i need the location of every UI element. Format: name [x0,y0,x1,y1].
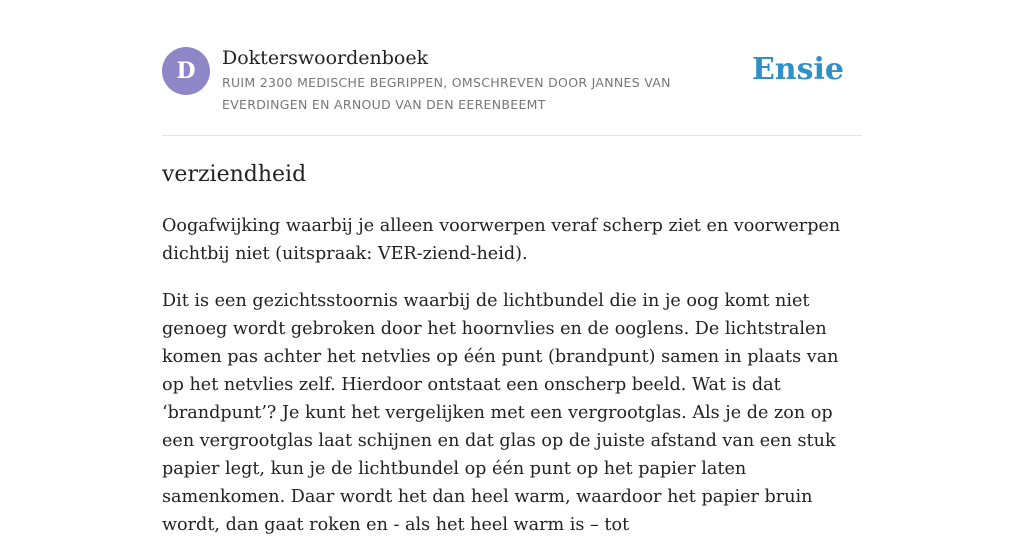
source-avatar[interactable]: D [162,47,210,95]
ensie-logo-link[interactable]: Ensie [751,52,844,87]
source-description: RUIM 2300 MEDISCHE BEGRIPPEN, OMSCHREVEN DOOR JANNES VAN EVERDINGEN EN ARNOUD VAN DEN EERENBEEMT [222,75,671,112]
source-header [162,46,862,116]
entry-body [162,212,862,558]
entry-term: verziendheid [162,162,307,187]
entry-explanation-paragraph: Dit is een gezichtsstoornis waarbij de lichtbundel die in je oog komt niet genoeg wordt gebroken door het hoornvlies en de ooglens. De lichtstralen komen pas achter het netvlies op één punt (brandpunt) samen in plaats van op het netvlies zelf. Hierdoor ontstaat een onscherp beeld. Wat is dat ‘brandpunt’? Je kunt het vergelijken met een vergrootglas. Als je de zon op een vergrootglas laat schijnen en dat glas op de juiste afstand van een stuk papier legt, kun je de lichtbundel op één punt op het papier laten samenkomen. Daar wordt het dan heel warm, waardoor het papier bruin wordt, dan gaat roken en - als het heel warm is – tot [162,291,839,535]
header-divider [162,135,862,136]
source-name-link[interactable]: Dokterswoordenboek [222,47,429,69]
entry-definition-paragraph: Oogafwijking waarbij je alleen voorwerpen veraf scherp ziet en voorwerpen dichtbij niet (uitspraak: VER-ziend-heid). [162,216,841,264]
